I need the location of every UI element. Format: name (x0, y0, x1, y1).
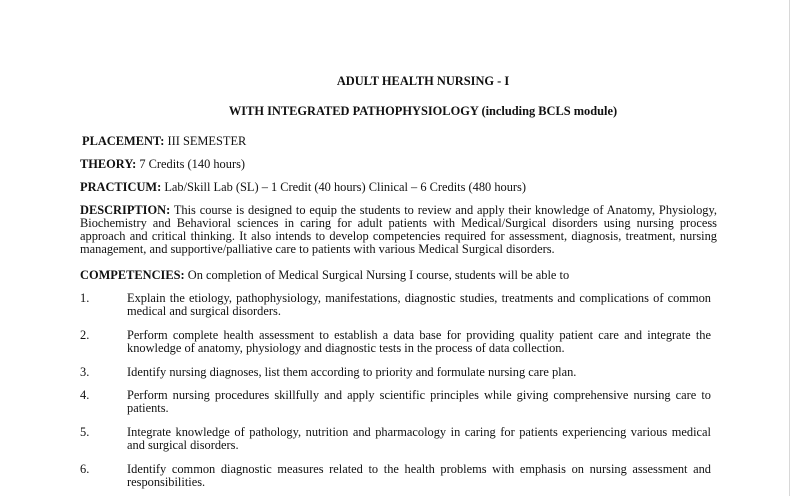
competencies-intro: On completion of Medical Surgical Nursing I course, students will be able to (184, 268, 570, 282)
competency-text: Explain the etiology, pathophysiology, manifestations, diagnostic studies, treatments and complications of common medical and surgical disorders. (127, 291, 711, 318)
competencies-label: COMPETENCIES: (80, 268, 185, 282)
competency-number: 6. (80, 462, 90, 476)
competency-number: 5. (80, 425, 90, 439)
description-paragraph (80, 204, 717, 256)
description-text: This course is designed to equip the students to review and apply their knowledge of Anatomy, Physiology, Biochemistry and Behavioral sciences in caring for adult patients with Medical/Surgical disorders using nursing process approach and critical thinking. It also intends to develop competencies required for assessment, diagnosis, treatment, nursing management, and supportive/palliative care to patients with various Medical Surgical disorders. (80, 203, 717, 256)
practicum-label: PRACTICUM: (80, 180, 162, 194)
competency-number: 4. (80, 388, 90, 402)
document-subtitle: WITH INTEGRATED PATHOPHYSIOLOGY (including BCLS module) (228, 104, 618, 118)
placement-label: PLACEMENT: (82, 134, 165, 148)
competency-text: Identify common diagnostic measures related to the health problems with emphasis on nursing assessment and responsibilities. (127, 462, 711, 489)
theory-line (80, 158, 245, 171)
competency-number: 1. (80, 291, 90, 305)
description-label: DESCRIPTION: (80, 203, 171, 217)
practicum-value: Lab/Skill Lab (SL) – 1 Credit (40 hours) Clinical – 6 Credits (480 hours) (161, 180, 527, 194)
theory-value: 7 Credits (140 hours) (136, 157, 246, 171)
theory-label: THEORY: (80, 157, 137, 171)
competency-text: Identify nursing diagnoses, list them according to priority and formulate nursing care plan. (127, 365, 577, 379)
competencies-heading (80, 269, 569, 282)
placement-value: III SEMESTER (164, 134, 247, 148)
competency-number: 2. (80, 328, 90, 342)
competency-text: Integrate knowledge of pathology, nutrition and pharmacology in caring for patients experiencing various medical and surgical disorders. (127, 425, 711, 452)
competency-text: Perform complete health assessment to establish a data base for providing quality patient care and integrate the knowledge of anatomy, physiology and diagnostic tests in the process of data collection. (127, 328, 711, 355)
document-title: ADULT HEALTH NURSING - I (336, 74, 510, 88)
competency-text: Perform nursing procedures skillfully and apply scientific principles while giving comprehensive nursing care to patients. (127, 388, 711, 415)
placement-line (82, 135, 246, 148)
competency-number: 3. (80, 365, 90, 379)
practicum-line (80, 181, 526, 194)
